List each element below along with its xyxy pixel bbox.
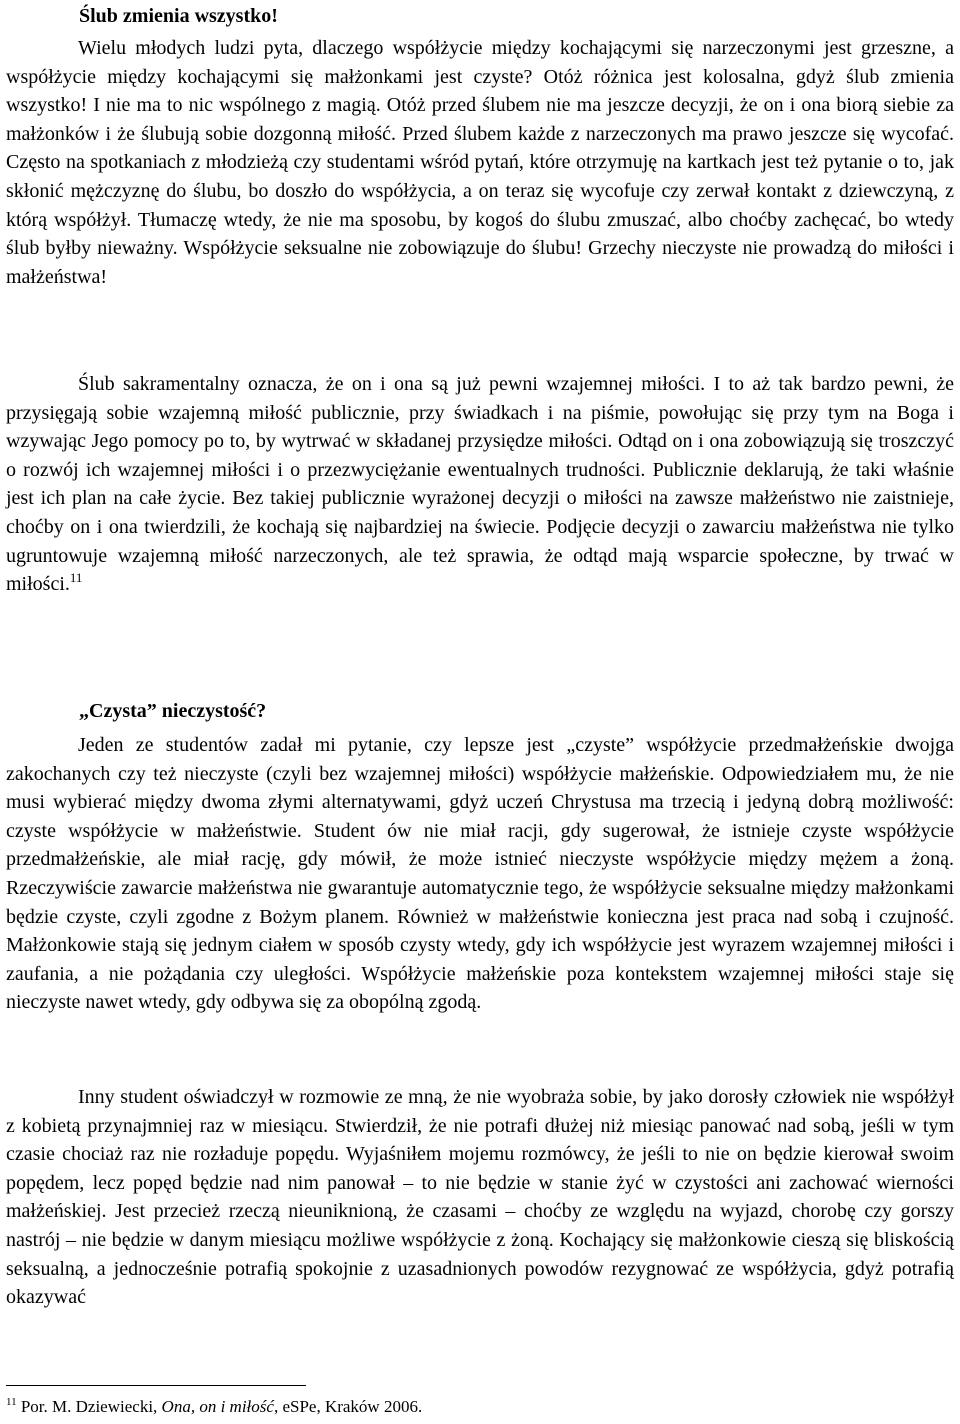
footnote-number: 11 [6,1396,17,1408]
section-heading: Ślub zmienia wszystko! [79,5,278,27]
footnote-book-title: Ona, on i miłość [161,1397,274,1416]
footnote-text-after: , eSPe, Kraków 2006. [273,1397,423,1416]
paragraph: Wielu młodych ludzi pyta, dlaczego współżycie między kochającymi się narzeczonymi jest grzeszne, a współżycie między kochającymi się małżonkami jest czyste? Otóż różnica jest kolosalna, gdyż ślub zmienia wszystko! I nie ma to nic wspólnego z magią. Otóż przed ślubem nie ma jeszcze decyzji, że on i ona biorą siebie za małżonków i że ślubują sobie dozgonną miłość. Przed ślubem każde z narzeczonych ma prawo jeszcze się wycofać. Często na spotkaniach z młodzieżą czy studentami wśród pytań, które otrzymuję na kartkach jest też pytanie o to, jak skłonić mężczyznę do ślubu, bo doszło do współżycia, a on teraz się wycofuje czy zerwał kontakt z dziewczyną, z którą współżył. Tłumaczę wtedy, że nie ma sposobu, by kogoś do ślubu zmuszać, albo choćby zachęcać, bo wtedy ślub byłby nieważny. Współżycie seksualne nie zobowiązuje do ślubu! Grzechy nieczyste nie prowadzą do miłości i małżeństwa! [6,37,954,288]
paragraph-text: Ślub sakramentalny oznacza, że on i ona są już pewni wzajemnej miłości. I to aż tak bardzo pewni, że przysięgają sobie wzajemną miłość publicznie, przy świadkach i na piśmie, powołując się przy tym na Boga i wzywając Jego pomocy po to, by wytrwać w składanej przysiędze miłości. Odtąd on i ona zobowiązują się troszczyć o rozwój ich wzajemnej miłości i o przezwyciężanie ewentualnych trudności. Publicznie deklarują, że taki właśnie jest ich plan na całe życie. Bez takiej publicznie wyrażonej decyzji o miłości na zawsze małżeństwo nie zaistnieje, choćby on i ona twierdzili, że kochają się najbardziej na świecie. Podjęcie decyzji o zawarciu małżeństwa nie tylko ugruntowuje wzajemną miłość narzeczonych, ale też sprawia, że odtąd mają wsparcie społeczne, by trwać w miłości. [6,373,954,596]
footnote-reference[interactable]: 11 [69,570,83,586]
section-heading: „Czysta” nieczystość? [79,700,267,722]
footnote-separator [6,1385,306,1386]
paragraph: Jeden ze studentów zadał mi pytanie, czy lepsze jest „czyste” współżycie przedmałżeńskie dwojga zakochanych czy też nieczyste (czyli bez wzajemnej miłości) współżycie małżeńskie. Odpowiedziałem mu, że nie musi wybierać między dwoma złymi alternatywami, gdyż uczeń Chrystusa ma trzecią i jedyną dobrą możliwość: czyste współżycie w małżeństwie. Student ów nie miał racji, gdy sugerował, że istnieje czyste współżycie przedmałżeńskie, ale miał rację, gdy mówił, że może istnieć nieczyste współżycie między mężem a żoną. Rzeczywiście zawarcie małżeństwa nie gwarantuje automatycznie tego, że współżycie seksualne między małżonkami będzie czyste, czyli zgodne z Bożym planem. Również w małżeństwie konieczna jest praca nad sobą i czujność. Małżonkowie stają się jednym ciałem w sposób czysty wtedy, gdy ich współżycie jest wyrazem wzajemnej miłości i zaufania, a nie pożądania czy uległości. Współżycie małżeńskie poza kontekstem wzajemnej miłości staje się nieczyste nawet wtedy, gdy odbywa się za obopólną zgodą. [6,734,954,1014]
footnote [6,1396,422,1418]
paragraph [6,370,954,599]
paragraph: Inny student oświadczył w rozmowie ze mną, że nie wyobraża sobie, by jako dorosły człowiek nie współżył z kobietą przynajmniej raz w miesiącu. Stwierdził, że nie potrafi dłużej niż miesiąc panować nad sobą, jeśli w tym czasie chociaż raz nie rozładuje popędu. Wyjaśniłem mojemu rozmówcy, że jeśli to nie on będzie kierował swoim popędem, lecz popęd będzie nad nim panował – to nie będzie w stanie żyć w czystości ani zachować wierności małżeńskiej. Jest przecież rzeczą nieuniknioną, że czasami – choćby ze względu na wyjazd, chorobę czy gorszy nastrój – nie będzie w danym miesiącu możliwe współżycie z żoną. Kochający się małżonkowie cieszą się bliskością seksualną, a jednocześnie potrafią spokojnie z uzasadnionych powodów rezygnować ze współżycia, gdyż potrafią okazywać [6,1086,954,1309]
footnote-text-before: Por. M. Dziewiecki, [16,1397,162,1416]
